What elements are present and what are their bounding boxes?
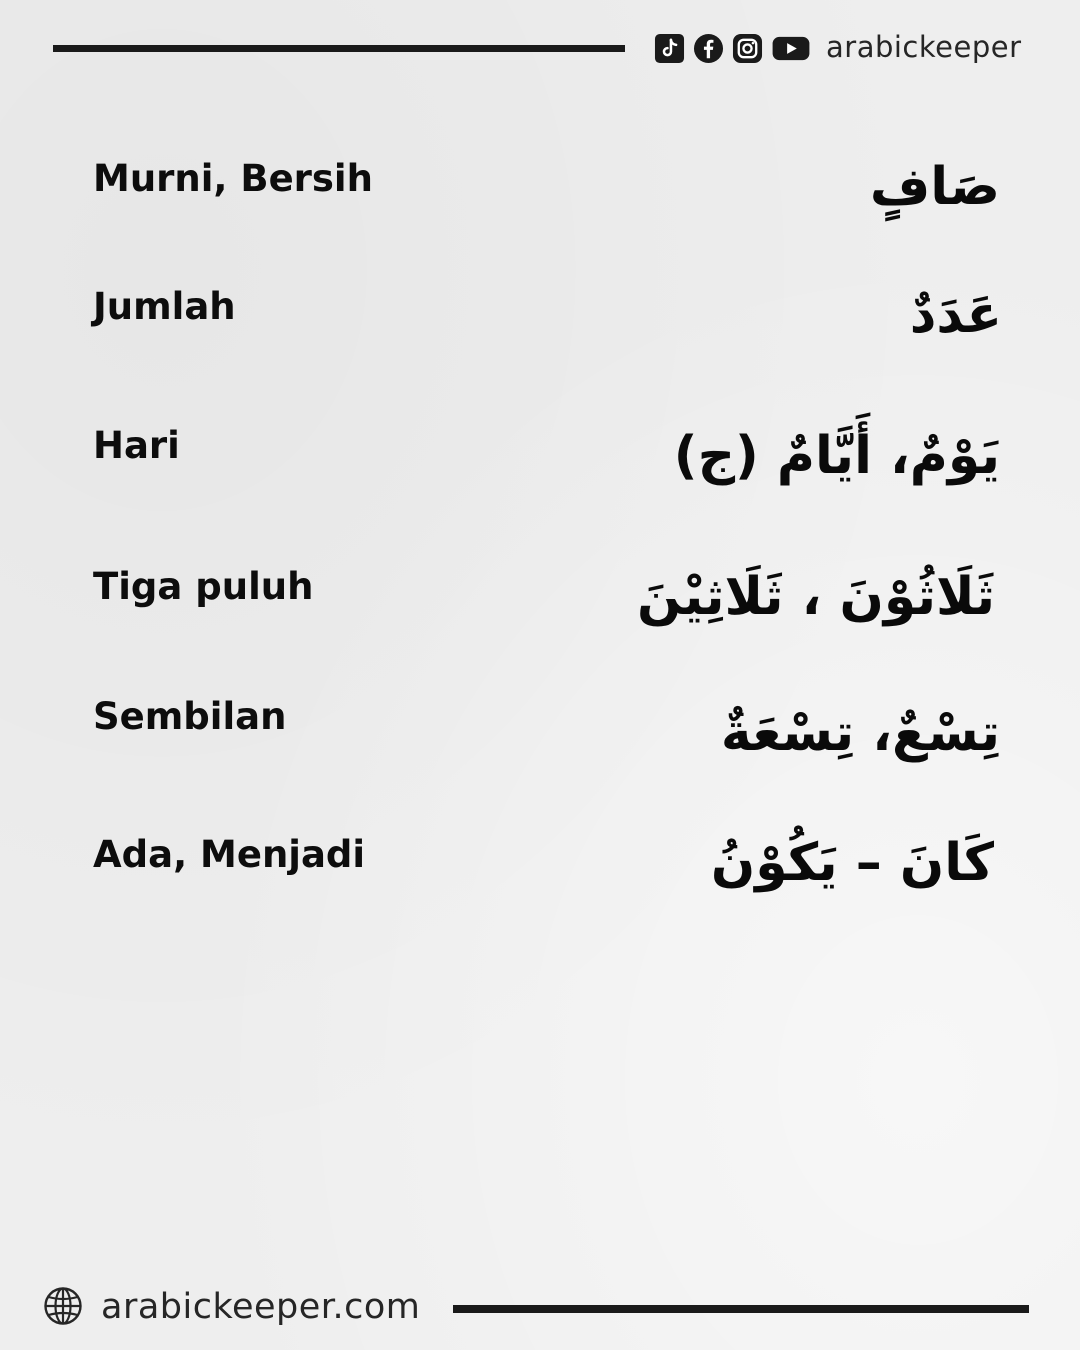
vocab-meaning: Hari [93,424,180,467]
vocab-arabic: صَافٍ [869,157,1000,217]
vocab-meaning: Sembilan [93,695,287,738]
globe-icon [43,1286,83,1326]
vocab-meaning: Murni, Bersih [93,157,373,200]
vocab-arabic: عَدَدٌ [909,285,1002,345]
vocab-arabic: يَوْمٌ، أَيَّامٌ (ج) [673,426,1000,486]
brand-handle: arabickeeper [826,30,1022,64]
vocab-meaning: Ada, Menjadi [93,833,366,876]
vocab-meaning: Tiga puluh [93,565,314,608]
bottom-divider-line [453,1305,1029,1313]
vocab-arabic: تِسْعٌ، تِسْعَةٌ [720,703,1000,763]
vocab-meaning: Jumlah [93,285,236,328]
website-link[interactable]: arabickeeper.com [101,1287,421,1327]
vocab-arabic: كَانَ – يَكُوْنُ [710,833,994,893]
vocab-arabic: ثَلَاثُوْنَ ، ثَلَاثِيْنَ [636,567,995,627]
